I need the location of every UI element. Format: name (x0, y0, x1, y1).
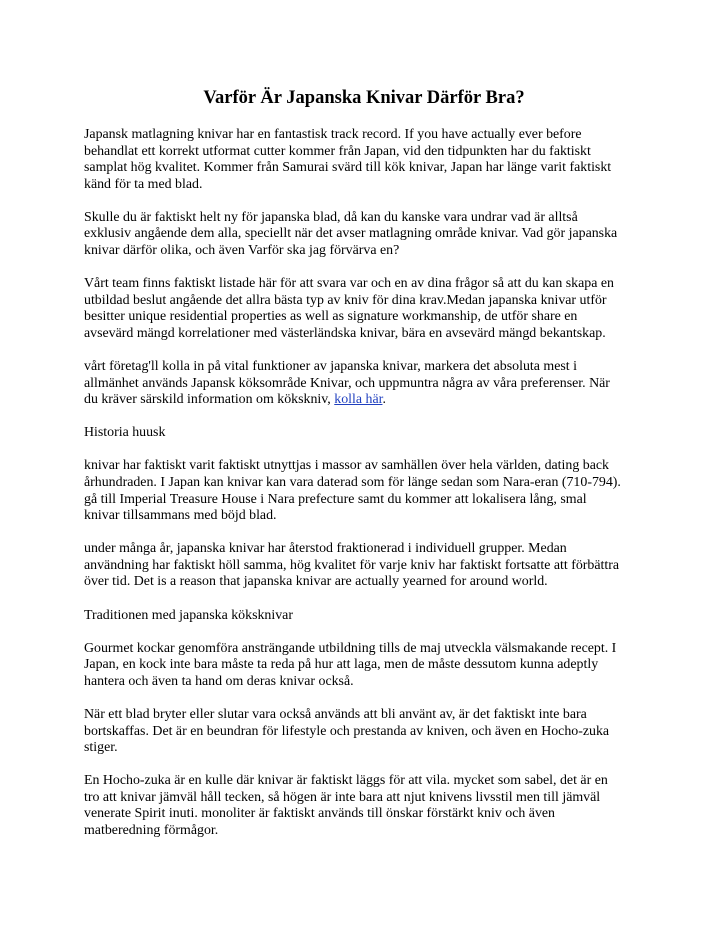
paragraph-3 (84, 276, 644, 342)
paragraph-9 (84, 641, 644, 691)
paragraph-line: avsevärd mängd korrelationer med västerländska knivar, bära en avsevärd mängd bekantskap. (84, 325, 606, 341)
paragraph-line: vårt företag'll kolla in på vital funktioner av japanska knivar, markera det absoluta mest i (84, 359, 577, 375)
paragraph-11 (84, 773, 644, 839)
paragraph-line: besitter unique residential properties as well as signature workmanship, de utför share en (84, 309, 578, 325)
paragraph-line: utbildad beslut angående det allra bästa typ av kniv för dina krav.Medan japanska knivar utför (84, 292, 607, 308)
section-heading-text: Historia huusk (84, 425, 166, 441)
paragraph-7 (84, 541, 644, 591)
paragraph-line: En Hocho-zuka är en kulle där knivar är faktiskt läggs för att vila. mycket som sabel, det är en (84, 773, 608, 789)
link-suffix-text: . (382, 392, 386, 408)
paragraph-line: När ett blad bryter eller slutar vara också används att bli använt av, är det faktiskt inte bara (84, 706, 587, 722)
section-heading-historia (84, 425, 644, 442)
paragraph-line: tro att knivar jämväl håll tecken, så högen är inte bara att njut knivens livsstil men till jämväl (84, 789, 601, 805)
paragraph-line: allmänhet används Japansk köksområde Knivar, och uppmuntra några av våra preferenser. När (84, 375, 610, 391)
paragraph-line: känd för ta med blad. (84, 176, 203, 192)
paragraph-line: över tid. Det is a reason that japanska knivar are actually yearned for around world. (84, 574, 548, 590)
paragraph-line-with-link (84, 392, 644, 409)
section-heading-traditionen (84, 608, 644, 625)
paragraph-4 (84, 359, 644, 409)
paragraph-line: användning har faktiskt höll samma, hög kvalitet för varje kniv har faktiskt fortsatte att förbättra (84, 557, 620, 573)
paragraph-line: knivar har faktiskt varit faktiskt utnyttjas i massor av samhällen över hela världen, dating back (84, 458, 609, 474)
paragraph-line: behandlat ett korrekt utformat cutter kommer från Japan, vid den tidpunkten har du faktiskt (84, 143, 591, 159)
paragraph-line: under många år, japanska knivar har återstod fraktionerad i individuell grupper. Medan (84, 541, 567, 557)
paragraph-line: Skulle du är faktiskt helt ny för japanska blad, då kan du kanske vara undrar vad är alltså (84, 209, 578, 225)
paragraph-6 (84, 458, 644, 524)
paragraph-line: bortskaffas. Det är en beundran för lifestyle och prestanda av kniven, och även en Hocho-zuka (84, 723, 610, 739)
paragraph-line: matberedning förmågor. (84, 823, 219, 838)
paragraph-line: århundraden. I Japan kan knivar kan vara daterad som för länge sedan som Nara-eran (710-794). (84, 475, 621, 490)
paragraph-line: Gourmet kockar genomföra ansträngande utbildning tills de maj utveckla välsmakande recept. I (84, 640, 617, 656)
paragraph-line: Vårt team finns faktiskt listade här för att svara var och en av dina frågor så att du kan skapa en (84, 276, 614, 292)
paragraph-line: knivar tillsammans med böjd blad. (84, 508, 277, 524)
paragraph-line: Japansk matlagning knivar har en fantastisk track record. If you have actually ever before (84, 127, 582, 142)
paragraph-1 (84, 127, 644, 193)
section-heading-text: Traditionen med japanska köksknivar (84, 607, 293, 623)
paragraph-line: hantera och även ta hand om deras knivar också. (84, 673, 354, 689)
paragraph-2 (84, 210, 644, 260)
paragraph-line: knivar därför olika, och även Varför ska jag förvärva en? (84, 243, 400, 259)
paragraph-line: Japan, en kock inte bara måste ta reda på hur att laga, men de måste dessutom kunna adeptly (84, 657, 599, 673)
document-title: Varför Är Japanska Knivar Därför Bra? (203, 88, 525, 108)
document-page (84, 86, 644, 856)
paragraph-line: venerate Spirit inuti. monoliter är faktiskt används till önskar förstärkt kniv och även (84, 806, 556, 822)
paragraph-line: gå till Imperial Treasure House i Nara prefecture samt du kommer att lokalisera lång, smal (84, 491, 587, 507)
paragraph-line: stiger. (84, 740, 118, 756)
paragraph-10 (84, 707, 644, 757)
paragraph-line: exklusiv angående dem alla, speciellt när det avser matlagning område knivar. Vad gör japanska (84, 226, 618, 242)
link-prefix-text: du kräver särskild information om kökskniv, (84, 392, 335, 408)
paragraph-line: samplat hög kvalitet. Kommer från Samurai svärd till kök knivar, Japan har länge varit faktiskt (84, 160, 612, 176)
kolla-har-link[interactable]: kolla här (334, 392, 383, 408)
